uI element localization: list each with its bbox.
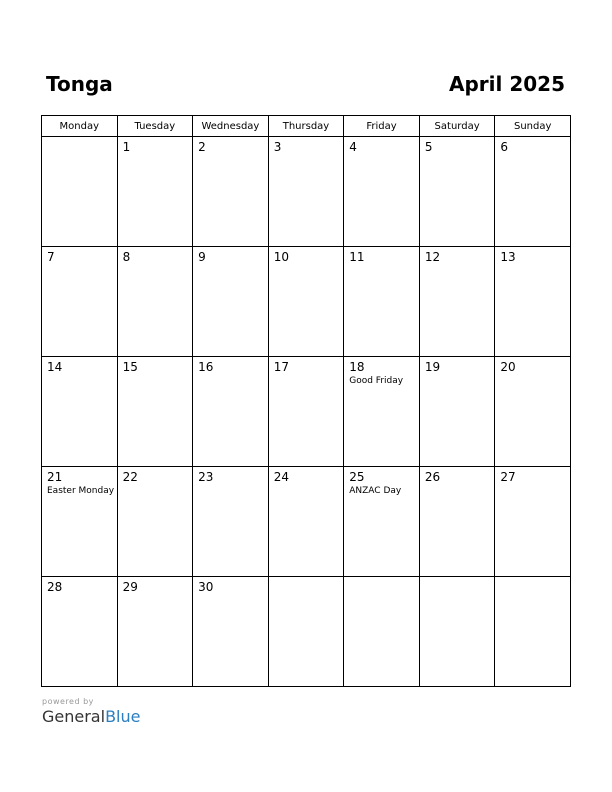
calendar-grid xyxy=(41,115,571,687)
day-cell xyxy=(495,467,571,577)
day-number: 15 xyxy=(122,360,138,374)
day-cell xyxy=(268,577,344,687)
day-number: 3 xyxy=(273,140,282,154)
day-number: 28 xyxy=(47,580,63,594)
day-cell xyxy=(42,357,118,467)
brand-blue-text: Blue xyxy=(105,707,141,726)
day-number: 11 xyxy=(349,250,365,264)
day-cell xyxy=(419,357,495,467)
day-number: 6 xyxy=(500,140,509,154)
week-row xyxy=(42,357,571,467)
brand-general-text: General xyxy=(42,707,106,726)
weekday-thursday: Thursday xyxy=(268,116,344,137)
day-cell xyxy=(42,247,118,357)
day-cell xyxy=(495,137,571,247)
day-cell xyxy=(344,467,420,577)
day-number: 23 xyxy=(198,470,214,484)
day-number: 26 xyxy=(424,470,441,484)
day-cell xyxy=(117,467,193,577)
generalblue-logo[interactable] xyxy=(42,707,140,726)
weekday-saturday: Saturday xyxy=(419,116,495,137)
day-cell xyxy=(117,577,193,687)
day-cell xyxy=(268,467,344,577)
day-cell xyxy=(193,467,269,577)
holiday-label: ANZAC Day xyxy=(349,486,402,496)
day-cell xyxy=(268,357,344,467)
day-cell xyxy=(117,357,193,467)
day-cell xyxy=(495,577,571,687)
weekday-wednesday: Wednesday xyxy=(193,116,269,137)
day-cell xyxy=(495,357,571,467)
day-cell xyxy=(344,357,420,467)
day-number: 14 xyxy=(47,360,63,374)
day-cell xyxy=(42,467,118,577)
day-number: 18 xyxy=(349,360,365,374)
day-cell xyxy=(419,137,495,247)
day-cell xyxy=(268,137,344,247)
day-number: 20 xyxy=(500,360,516,374)
day-number: 12 xyxy=(424,250,441,264)
day-cell xyxy=(42,137,118,247)
day-number: 24 xyxy=(273,470,289,484)
day-number: 16 xyxy=(198,360,214,374)
day-number: 27 xyxy=(500,470,516,484)
day-number: 8 xyxy=(122,250,131,264)
week-row xyxy=(42,247,571,357)
day-cell xyxy=(193,357,269,467)
day-cell xyxy=(419,247,495,357)
day-number: 19 xyxy=(424,360,441,374)
weekday-monday: Monday xyxy=(42,116,118,137)
country-title: Tonga xyxy=(46,72,113,96)
week-row xyxy=(42,467,571,577)
day-number: 5 xyxy=(424,140,433,154)
day-cell xyxy=(344,577,420,687)
day-cell xyxy=(193,247,269,357)
powered-by-text: powered by xyxy=(42,697,94,706)
day-number: 30 xyxy=(198,580,214,594)
month-title: April 2025 xyxy=(449,72,565,96)
day-number: 7 xyxy=(47,250,55,264)
day-cell xyxy=(117,137,193,247)
week-row xyxy=(42,577,571,687)
day-cell xyxy=(419,467,495,577)
day-number: 25 xyxy=(349,470,365,484)
day-cell xyxy=(268,247,344,357)
day-number: 13 xyxy=(500,250,516,264)
day-cell xyxy=(495,247,571,357)
day-cell xyxy=(419,577,495,687)
day-number: 2 xyxy=(198,140,206,154)
day-cell xyxy=(344,247,420,357)
day-cell xyxy=(117,247,193,357)
weekday-sunday: Sunday xyxy=(495,116,571,137)
day-number: 1 xyxy=(122,140,131,154)
day-cell xyxy=(193,137,269,247)
day-number: 4 xyxy=(349,140,357,154)
day-number: 17 xyxy=(273,360,289,374)
day-number: 10 xyxy=(273,250,289,264)
day-number: 22 xyxy=(122,470,138,484)
weekday-header-row xyxy=(42,116,571,137)
day-number: 29 xyxy=(122,580,138,594)
day-number: 9 xyxy=(198,250,206,264)
weekday-friday: Friday xyxy=(344,116,420,137)
week-row xyxy=(42,137,571,247)
footer-branding xyxy=(42,697,140,726)
day-number: 21 xyxy=(47,470,63,484)
day-cell xyxy=(193,577,269,687)
holiday-label: Good Friday xyxy=(349,376,404,386)
weekday-tuesday: Tuesday xyxy=(117,116,193,137)
day-cell xyxy=(344,137,420,247)
holiday-label: Easter Monday xyxy=(47,486,115,496)
day-cell xyxy=(42,577,118,687)
